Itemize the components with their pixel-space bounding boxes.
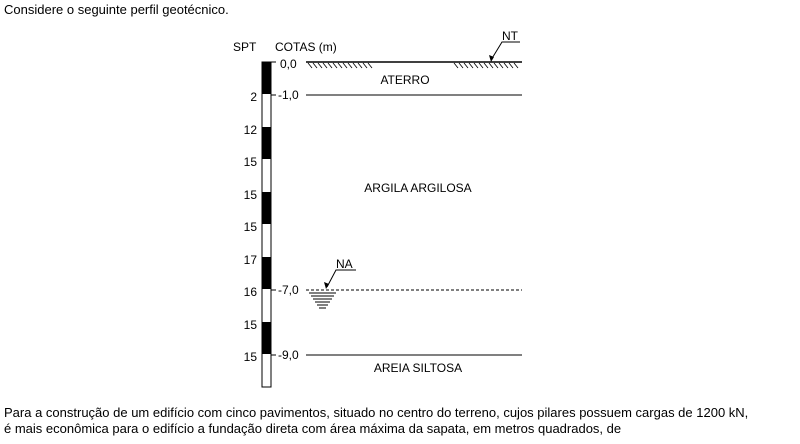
water-table-icon <box>309 293 336 308</box>
ground-surface <box>306 62 522 68</box>
spt-value: 12 <box>243 123 257 137</box>
layer-name: ARGILA ARGILOSA <box>364 181 472 195</box>
nt-label: NT <box>502 29 518 43</box>
na-label: NA <box>336 257 353 271</box>
cota-label: -7,0 <box>278 283 299 297</box>
spt-value: 2 <box>250 90 257 104</box>
spt-value: 17 <box>243 253 257 267</box>
spt-value: 15 <box>243 350 257 364</box>
cota-ticks <box>271 62 276 355</box>
question-line: é mais econômica para o edifício a fundação direta com área máxima da sapata, em metros quadrados, de <box>4 421 622 436</box>
intro-text: Considere o seguinte perfil geotécnico. <box>4 2 229 17</box>
cota-labels <box>278 57 299 362</box>
spt-header: SPT <box>233 40 257 54</box>
na-marker <box>309 257 356 308</box>
question-line: Para a construção de um edifício com cinco pavimentos, situado no centro do terreno, cujos pilares possuem cargas de 1200 kN, <box>4 405 749 420</box>
spt-column <box>262 62 271 387</box>
layer-name: AREIA SILTOSA <box>373 361 463 375</box>
cota-label: -1,0 <box>278 88 299 102</box>
cota-label: 0,0 <box>280 57 297 71</box>
spt-values <box>244 90 258 364</box>
layer-names <box>364 73 471 375</box>
spt-value: 15 <box>243 188 257 202</box>
nt-marker <box>489 29 520 62</box>
cotas-header: COTAS (m) <box>275 40 337 54</box>
layer-name: ATERRO <box>380 73 430 87</box>
spt-value: 15 <box>243 220 257 234</box>
question-text <box>4 405 796 437</box>
cota-label: -9,0 <box>278 348 299 362</box>
spt-value: 15 <box>243 318 257 332</box>
spt-value: 16 <box>243 285 257 299</box>
spt-value: 15 <box>243 155 257 169</box>
